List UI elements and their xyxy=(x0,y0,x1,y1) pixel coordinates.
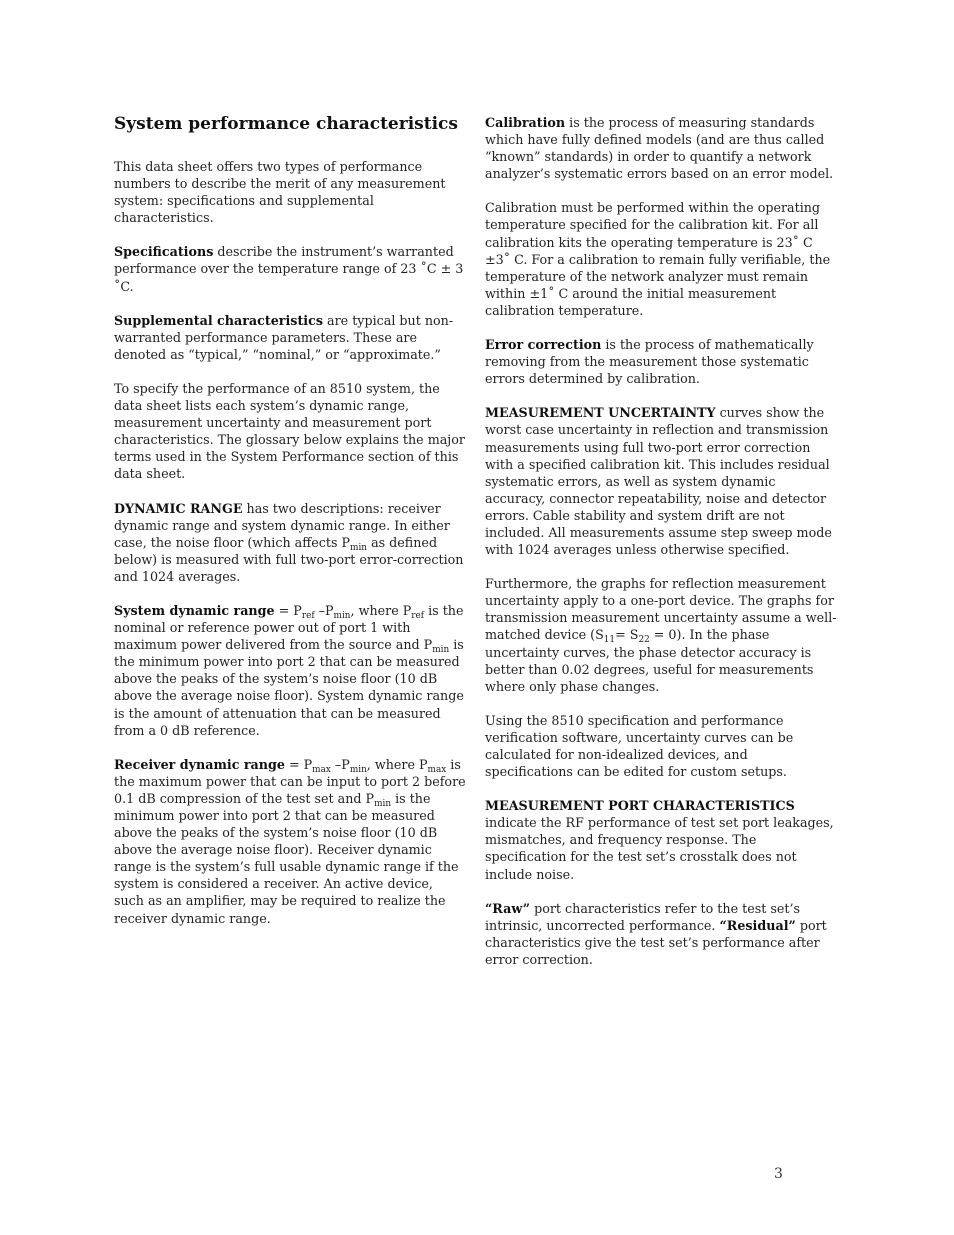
sdr-sub-3: ref xyxy=(411,611,425,622)
sdr-sub-1: ref xyxy=(301,611,315,622)
intro-paragraph: This data sheet offers two types of performance numbers to describe the merit of any measurement system: specifications and supplemental characteristics. xyxy=(114,159,446,226)
furthermore-paragraph xyxy=(485,575,839,695)
calibration-term: Calibration xyxy=(485,115,566,130)
left-column xyxy=(114,114,466,944)
measurement-uncertainty-term: MEASUREMENT UNCERTAINTY xyxy=(485,405,716,421)
specifications-text: describe the instrument’s warranted performance over the temperature range of 23 ˚C ± 3 ˚C. xyxy=(114,244,464,294)
furthermore-text-1: Furthermore, the graphs for reflection measurement uncertainty apply to a one-port device. The graphs for transmission measurement uncertainty assume a well-matched device (S xyxy=(485,576,837,643)
dynamic-range-text-2: as defined below) is measured with full two-port error-correction and 1024 averages. xyxy=(114,534,464,584)
rdr-text-3: , where P xyxy=(366,756,428,772)
supplemental-paragraph xyxy=(114,312,466,363)
error-correction-paragraph xyxy=(485,336,839,387)
sdr-sub-2: min xyxy=(333,611,351,622)
furthermore-sub-1: 11 xyxy=(603,635,616,646)
page-title: System performance characteristics xyxy=(114,114,458,134)
sdr-text-4: is the nominal or reference power out of port 1 with maximum power delivered from the source and P xyxy=(114,602,464,653)
rdr-sub-2: min xyxy=(349,764,367,775)
residual-text: port characteristics give the test set’s performance after error correction. xyxy=(485,917,827,967)
furthermore-text-3: = 0). In the phase uncertainty curves, the phase detector accuracy is better than 0.02 degrees, useful for measurements where only phase changes. xyxy=(485,627,814,694)
calibration-paragraph xyxy=(485,114,839,182)
furthermore-text-2: = S xyxy=(615,627,639,643)
rdr-sub-4: min xyxy=(374,799,392,810)
rdr-sub-1: max xyxy=(312,764,331,775)
sdr-sub-4: min xyxy=(432,645,450,656)
raw-residual-paragraph xyxy=(485,900,839,968)
error-correction-text: is the process of mathematically removing from the measurement those systematic errors determined by calibration. xyxy=(485,337,814,387)
dynamic-range-paragraph xyxy=(114,500,466,585)
measurement-uncertainty-text: curves show the worst case uncertainty in reflection and transmission measurements using full two-port error correction with a specified calibration kit. This includes residual systematic errors, as well as system dynamic accuracy, connector repeatability, noise and detector errors. Cable stability and system drift are not included. All measurements assume step sweep mode with 1024 averages unless otherwise specified. xyxy=(485,405,832,558)
supplemental-term: Supplemental characteristics xyxy=(114,312,323,328)
error-correction-term: Error correction xyxy=(485,337,602,353)
sdr-text-3: , where P xyxy=(350,602,412,618)
furthermore-sub-2: 22 xyxy=(638,635,650,646)
dynamic-range-text-1: has two descriptions: receiver dynamic range and system dynamic range. In either case, the noise floor (which affects P xyxy=(114,500,450,550)
receiver-dynamic-range-term: Receiver dynamic range xyxy=(114,756,285,772)
sdr-text-1: = P xyxy=(274,602,302,618)
dynamic-range-sub: min xyxy=(350,542,368,553)
sdr-text-2: –P xyxy=(314,602,334,618)
calibration-temperature-paragraph: Calibration must be performed within the operating temperature specified for the calibration kit. For all calibration kits the operating temperature is 23˚ C ±3˚ C. For a calibration to remain fully verifiable, the temperature of the network analyzer must remain within ±1˚ C around the initial measurement calibration temperature. xyxy=(485,200,831,318)
system-dynamic-range-term: System dynamic range xyxy=(114,602,275,618)
rdr-text-5: is the minimum power into port 2 that can be measured above the peaks of the system’s noise floor (10 dB above the average noise floor). Receiver dynamic range is the system’s full usable dynamic range if the system is considered a receiver. An active device, such as an amplifier, may be required to realize the receiver dynamic range. xyxy=(114,790,459,926)
specifications-paragraph xyxy=(114,243,466,294)
port-characteristics-text: indicate the RF performance of test set port leakages, mismatches, and frequency response. The specification for the test set’s crosstalk does not include noise. xyxy=(485,815,834,882)
system-dynamic-range-paragraph xyxy=(114,602,466,739)
page-number: 3 xyxy=(774,1166,783,1182)
residual-term: “Residual” xyxy=(719,917,796,933)
sdr-text-5: is the minimum power into port 2 that can be measured above the peaks of the system’s noise floor (10 dB above the average noise floor). System dynamic range is the amount of attenuation that can be measured from a 0 dB reference. xyxy=(114,637,464,738)
right-column xyxy=(485,114,839,985)
measurement-uncertainty-paragraph xyxy=(485,404,839,558)
software-paragraph: Using the 8510 specification and performance verification software, uncertainty curves can be calculated for non-idealized devices, and specifications can be edited for custom setups. xyxy=(485,712,794,780)
port-characteristics-term: MEASUREMENT PORT CHARACTERISTICS xyxy=(485,798,795,814)
receiver-dynamic-range-paragraph xyxy=(114,756,466,927)
rdr-text-2: –P xyxy=(330,756,350,772)
raw-text: port characteristics refer to the test set’s intrinsic, uncorrected performance. xyxy=(485,900,801,933)
rdr-text-1: = P xyxy=(284,756,313,772)
specifications-term: Specifications xyxy=(114,244,214,260)
port-characteristics-paragraph xyxy=(485,797,839,882)
rdr-text-4: is the maximum power that can be input to port 2 before 0.1 dB compression of the test set and P xyxy=(114,756,466,806)
calibration-text: is the process of measuring standards which have fully defined models (and are thus called “known” standards) in order to quantify a network analyzer’s systematic errors based on an error model. xyxy=(485,115,834,182)
dynamic-range-term: DYNAMIC RANGE xyxy=(114,500,243,516)
rdr-sub-3: max xyxy=(427,764,447,775)
supplemental-text: are typical but non-warranted performance parameters. These are denoted as “typical,” “nominal,” or “approximate.” xyxy=(114,312,454,362)
raw-term: “Raw” xyxy=(485,900,531,916)
specify-paragraph: To specify the performance of an 8510 system, the data sheet lists each system’s dynamic range, measurement uncertainty and measurement port characteristics. The glossary below explains the major terms used in the System Performance section of this data sheet. xyxy=(114,380,465,482)
